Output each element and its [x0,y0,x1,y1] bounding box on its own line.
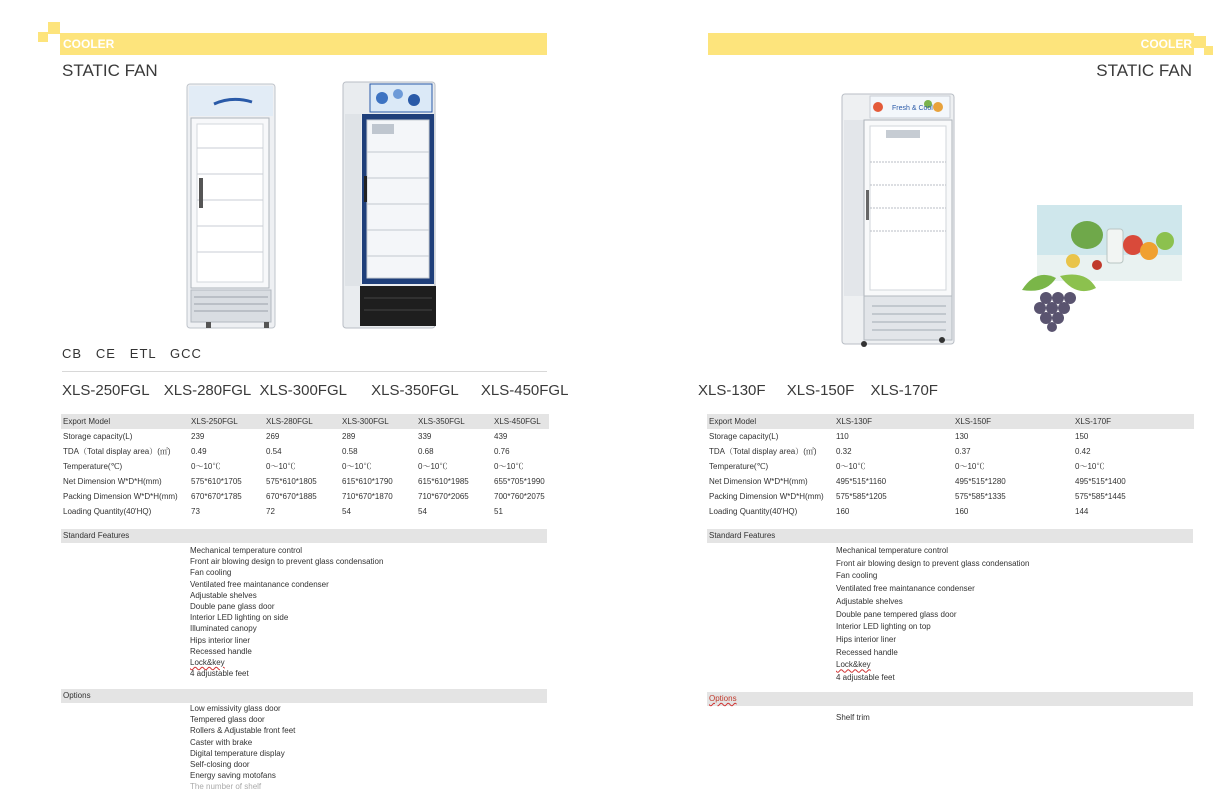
category-band [708,33,1194,55]
table-cell: Loading Quantity(40'HQ) [709,507,798,516]
list-item: Mechanical temperature control [836,546,949,555]
list-item: Rollers & Adjustable front feet [190,726,296,736]
table-header-row [61,414,549,429]
table-cell: 150 [1075,432,1089,441]
table-cell: 0～10℃ [494,462,524,471]
list-item: Interior LED lighting on side [190,613,289,623]
decor-square [38,32,48,42]
table-cell: Storage capacity(L) [709,432,779,441]
page-title: STATIC FAN [1096,61,1192,80]
table-header-cell: XLS-250FGL [189,414,264,429]
list-item: Recessed handle [190,646,252,656]
decor-square [48,22,60,34]
decor-square [1204,46,1213,55]
product-image-cooler-compact [838,90,958,350]
table-cell: 0.54 [266,447,282,456]
table-header-cell: XLS-450FGL [492,414,549,429]
model-name: XLS-350FGL [371,382,459,399]
table-cell: 0～10℃ [266,462,296,471]
model-name: XLS-150F [786,382,855,399]
table-cell: 144 [1075,507,1089,516]
list-item: Double pane glass door [190,602,275,612]
list-item: Caster with brake [190,737,253,747]
table-cell: 0～10℃ [1075,462,1105,471]
table-cell: Temperature(℃) [63,462,123,471]
table-cell: 160 [955,507,969,516]
options-list [836,712,870,723]
table-cell: 670*670*1885 [266,492,317,501]
list-item: Mechanical temperature control [190,546,303,555]
category-label: COOLER [63,37,115,51]
table-row [61,474,549,489]
table-cell: 0.68 [418,447,434,456]
divider [62,371,547,372]
table-cell: 269 [266,432,280,441]
table-row [61,504,549,519]
list-item: Recessed handle [836,647,898,657]
table-cell: 615*610*1790 [342,477,393,486]
table-row [707,474,1194,489]
table-row [707,489,1194,504]
model-name: XLS-300FGL [259,382,347,399]
table-cell: Loading Quantity(40'HQ) [63,507,152,516]
table-cell: 0～10℃ [836,462,866,471]
table-cell: 0.76 [494,447,510,456]
table-cell: 700*760*2075 [494,492,545,501]
category-label: COOLER [1140,37,1192,51]
table-cell: 439 [494,432,508,441]
list-item: Fan cooling [836,571,878,581]
table-cell: 575*585*1335 [955,492,1006,501]
list-item: Digital temperature display [190,748,285,758]
spec-table [707,414,1194,519]
canopy-text: Fresh & Cool [892,105,933,112]
list-item: Front air blowing design to prevent glass condensation [190,557,384,567]
table-cell: 160 [836,507,850,516]
table-row [61,429,549,444]
table-cell: 0.58 [342,447,358,456]
list-item: Energy saving motofans [190,771,276,781]
table-cell: 289 [342,432,356,441]
table-cell: 72 [266,507,275,516]
list-item: Low emissivity glass door [190,704,281,713]
table-cell: 110 [836,432,849,441]
table-row [61,444,549,459]
table-cell: 73 [191,507,200,516]
table-cell: 575*585*1445 [1075,492,1126,501]
list-item: 4 adjustable feet [836,673,895,683]
list-item: Lock&key [836,660,871,670]
table-cell: TDA（Total display area）(㎡) [709,447,817,456]
grapes-photo [1016,268,1100,334]
table-row [61,489,549,504]
table-header-cell: Export Model [61,414,189,429]
table-cell: 130 [955,432,969,441]
list-item: Tempered glass door [190,715,265,725]
table-cell: 495*515*1280 [955,477,1006,486]
table-cell: 495*515*1400 [1075,477,1126,486]
table-header-row [707,414,1194,429]
list-item: Shelf trim [836,713,870,722]
list-item: Double pane tempered glass door [836,609,957,619]
list-item: Ventilated free maintanance condenser [190,579,329,589]
table-header-cell: XLS-150F [953,414,1073,429]
table-cell: 655*705*1990 [494,477,545,486]
product-image-cooler-blue [340,80,438,332]
list-item: Adjustable shelves [190,590,257,600]
list-item: The number of shelf [190,782,262,792]
list-item: Lock&key [190,658,225,668]
list-item: Front air blowing design to prevent glass condensation [836,558,1030,568]
model-name: XLS-250FGL [62,382,150,399]
table-cell: 51 [494,507,503,516]
list-item: Hips interior liner [190,635,251,645]
list-item: Hips interior liner [836,634,897,644]
table-cell: 239 [191,432,205,441]
standard-features-list [190,545,383,679]
options-heading: Options [61,689,547,703]
model-name: XLS-280FGL [163,382,252,399]
table-cell: Temperature(℃) [709,462,769,471]
table-cell: 0.49 [191,447,207,456]
list-item: Illuminated canopy [190,624,257,634]
list-item: Adjustable shelves [836,596,903,606]
table-cell: 575*585*1205 [836,492,887,501]
table-row [707,429,1194,444]
table-cell: 0～10℃ [342,462,372,471]
options-heading: Options [707,692,1193,706]
table-cell: 670*670*1785 [191,492,242,501]
page-title: STATIC FAN [62,61,158,80]
table-header-cell: Export Model [707,414,834,429]
table-cell: 54 [342,507,351,516]
table-row [707,504,1194,519]
list-item: Interior LED lighting on top [836,622,931,632]
table-cell: 0.42 [1075,447,1091,456]
table-header-cell: XLS-170F [1073,414,1194,429]
table-cell: 0.37 [955,447,971,456]
table-header-cell: XLS-300FGL [340,414,416,429]
table-header-cell: XLS-350FGL [416,414,492,429]
certifications: CB CE ETL GCC [62,346,202,361]
model-name: XLS-130F [698,382,766,399]
spec-table [61,414,549,519]
options-list [190,703,295,793]
model-name: XLS-170F [870,382,938,399]
table-row [707,444,1194,459]
standard-features-list [836,545,1029,685]
table-cell: 0～10℃ [955,462,985,471]
list-item: Fan cooling [190,568,232,578]
table-cell: TDA（Total display area）(㎡) [63,447,171,456]
list-item: 4 adjustable feet [190,669,249,679]
table-cell: Net Dimension W*D*H(mm) [63,477,162,486]
model-list [698,382,948,399]
table-row [707,459,1194,474]
table-cell: 575*610*1705 [191,477,242,486]
table-cell: 710*670*2065 [418,492,469,501]
table-cell: 710*670*1870 [342,492,393,501]
list-item: Ventilated free maintanance condenser [836,584,975,594]
standard-features-heading: Standard Features [707,529,1193,543]
table-cell: 339 [418,432,432,441]
model-name: XLS-450FGL [480,382,569,399]
table-header-cell: XLS-130F [834,414,953,429]
table-cell: 0～10℃ [191,462,221,471]
table-cell: 495*515*1160 [836,477,887,486]
table-cell: 0.32 [836,447,852,456]
table-cell: Net Dimension W*D*H(mm) [709,477,808,486]
standard-features-heading: Standard Features [61,529,547,543]
table-cell: 0～10℃ [418,462,448,471]
table-cell: Storage capacity(L) [63,432,133,441]
table-cell: 615*610*1985 [418,477,469,486]
table-cell: Packing Dimension W*D*H(mm) [709,492,824,501]
product-image-cooler-white [184,82,280,332]
category-band [60,33,547,55]
table-row [61,459,549,474]
model-list [62,382,578,399]
table-cell: Packing Dimension W*D*H(mm) [63,492,178,501]
table-header-cell: XLS-280FGL [264,414,340,429]
table-cell: 575*610*1805 [266,477,317,486]
table-cell: 54 [418,507,427,516]
list-item: Self-closing door [190,760,250,770]
